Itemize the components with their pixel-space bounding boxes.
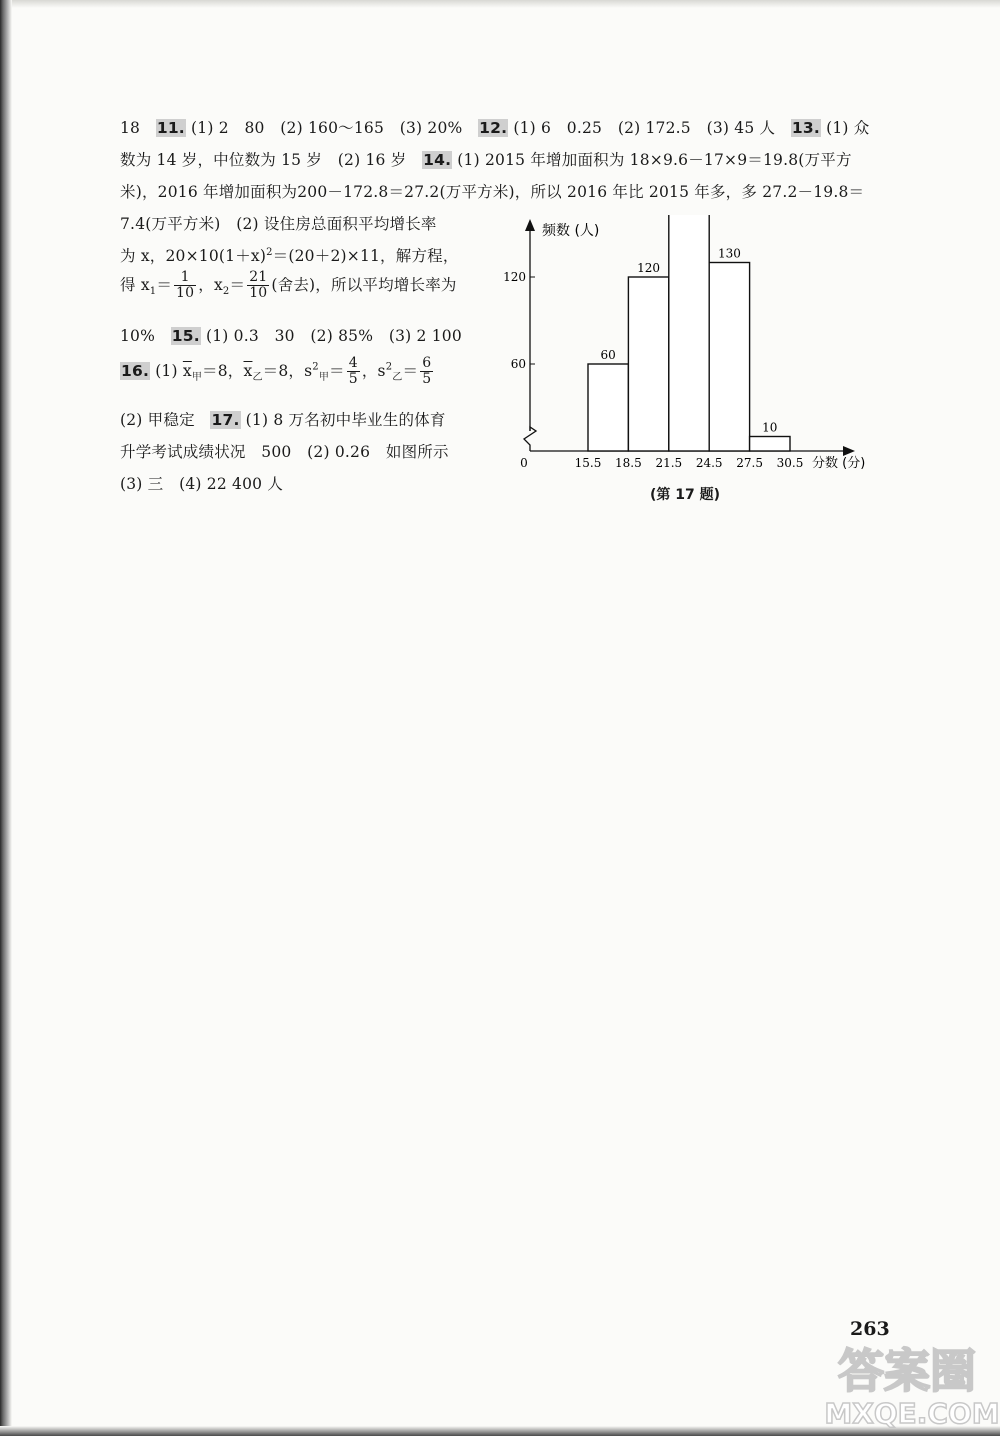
text: (1) 2015 年增加面积为 18×9.6－17×9＝19.8(万平方 xyxy=(452,151,852,169)
text: (1) 6 0.25 (2) 172.5 (3) 45 人 xyxy=(508,119,791,137)
superscript: 2 xyxy=(312,361,319,373)
x-tick-label: 15.5 xyxy=(574,456,602,470)
x-tick-label: 27.5 xyxy=(736,456,763,470)
mean-symbol: $\overline{x}$ xyxy=(243,361,253,380)
question-number-13: 13. xyxy=(791,119,820,137)
text: ＝ xyxy=(229,275,246,294)
text: 米)，2016 年增加面积为200－172.8＝27.2(万平方米)，所以 2016 年比 2015 年多，多 27.2－19.8＝ xyxy=(120,183,865,201)
text: 得 x xyxy=(120,275,150,294)
text: 10% xyxy=(120,327,171,345)
numerator: 6 xyxy=(422,355,432,371)
text: ＝(20＋2)×11，解方程， xyxy=(272,247,459,265)
text: (1) 2 80 (2) 160～165 (3) 20% xyxy=(185,119,479,137)
axis-break xyxy=(524,427,536,451)
numerator: 1 xyxy=(174,270,196,286)
histogram-bar xyxy=(709,263,749,452)
text: (3) 三 (4) 22 400 人 xyxy=(120,475,284,493)
text: (1) 8 万名初中毕业生的体育 xyxy=(240,411,446,429)
question-number-15: 15. xyxy=(171,327,200,345)
x-tick-label: 21.5 xyxy=(655,456,683,470)
text: ＝ xyxy=(402,361,419,380)
watermark-url: MXQE.COM xyxy=(824,1397,1000,1430)
page-edge-left xyxy=(0,0,12,1436)
histogram-chart xyxy=(500,215,890,480)
y-tick-label: 60 xyxy=(510,357,526,371)
histogram-bar xyxy=(588,364,628,451)
histogram-bar xyxy=(669,215,709,451)
mean-symbol: $\overline{x}$ xyxy=(182,361,192,380)
question-number-14: 14. xyxy=(423,151,452,169)
text: (1) 众 xyxy=(820,119,870,137)
question-number-12: 12. xyxy=(479,119,508,137)
numerator: 21 xyxy=(249,269,268,285)
answer-line-6 xyxy=(120,270,457,302)
chart-bars xyxy=(588,215,790,451)
subscript: 1 xyxy=(149,285,157,297)
question-number-11: 11. xyxy=(156,119,185,137)
text: (舍去)，所以平均增长率为 xyxy=(271,275,457,294)
text: ，s xyxy=(361,361,386,380)
text: 18 xyxy=(120,119,156,137)
denominator: 5 xyxy=(422,371,432,388)
answer-line-8 xyxy=(120,356,435,388)
x-tick-label: 30.5 xyxy=(776,456,804,470)
text: (2) 甲稳定 xyxy=(120,411,211,429)
y-tick-label: 120 xyxy=(503,270,526,284)
watermark-text: 答案圈 xyxy=(838,1344,976,1398)
text: ＝8， xyxy=(202,361,244,380)
denominator: 10 xyxy=(249,285,268,302)
answer-line-2 xyxy=(120,148,852,170)
text: 升学考试成绩状况 500 (2) 0.26 如图所示 xyxy=(120,443,449,461)
figure-caption: (第 17 题) xyxy=(650,487,721,503)
subscript: 2 xyxy=(222,285,230,297)
question-number-17: 17. xyxy=(211,411,240,429)
subscript: 甲 xyxy=(191,371,203,383)
bar-value-label: 120 xyxy=(637,261,661,275)
x-axis-label: 分数 (分) xyxy=(812,456,866,471)
text: (1) xyxy=(150,361,183,380)
superscript: 2 xyxy=(266,246,273,258)
fraction xyxy=(247,270,269,302)
denominator: 5 xyxy=(348,371,358,388)
text: ＝8，s xyxy=(262,361,313,380)
y-axis-label: 频数 (人) xyxy=(542,223,600,239)
answer-line-11 xyxy=(120,472,283,494)
x-tick-label: 18.5 xyxy=(615,456,642,470)
answer-line-9 xyxy=(120,408,446,430)
watermark-logo xyxy=(812,1335,1000,1430)
answer-line-1 xyxy=(120,116,870,138)
answer-line-4 xyxy=(120,212,437,234)
subscript: 乙 xyxy=(392,371,403,383)
subscript: 乙 xyxy=(252,371,263,383)
answer-line-5 xyxy=(120,244,459,266)
text: (1) 0.3 30 (2) 85% (3) 2 100 xyxy=(200,327,462,345)
text: ＝ xyxy=(156,275,173,294)
answer-line-10 xyxy=(120,440,449,462)
superscript: 2 xyxy=(385,361,393,373)
page-number: 263 xyxy=(850,1318,890,1340)
text: ，x xyxy=(198,275,223,294)
text: 为 x，20×10(1＋x) xyxy=(120,247,267,265)
histogram-bar xyxy=(628,277,668,451)
page-edge-top xyxy=(0,0,1000,8)
question-number-16: 16. xyxy=(121,361,150,380)
text: 数为 14 岁，中位数为 15 岁 (2) 16 岁 xyxy=(120,151,423,169)
text: 7.4(万平方米) (2) 设住房总面积平均增长率 xyxy=(120,215,437,233)
answer-line-3 xyxy=(120,180,864,202)
denominator: 10 xyxy=(176,285,195,302)
text: ＝ xyxy=(329,361,345,380)
answer-line-7 xyxy=(120,324,462,346)
fraction xyxy=(347,356,360,388)
histogram-bar xyxy=(750,437,790,452)
bar-value-label: 130 xyxy=(717,246,741,261)
subscript: 甲 xyxy=(318,371,330,383)
bar-value-label: 10 xyxy=(762,420,778,435)
bar-value-label: 60 xyxy=(600,348,616,362)
y-axis-arrow xyxy=(525,219,535,231)
fraction xyxy=(420,356,433,388)
x-axis-arrow xyxy=(843,446,855,456)
numerator: 4 xyxy=(348,355,358,371)
x-tick-label: 24.5 xyxy=(695,456,723,470)
origin-label: 0 xyxy=(520,456,528,470)
fraction xyxy=(174,270,196,302)
